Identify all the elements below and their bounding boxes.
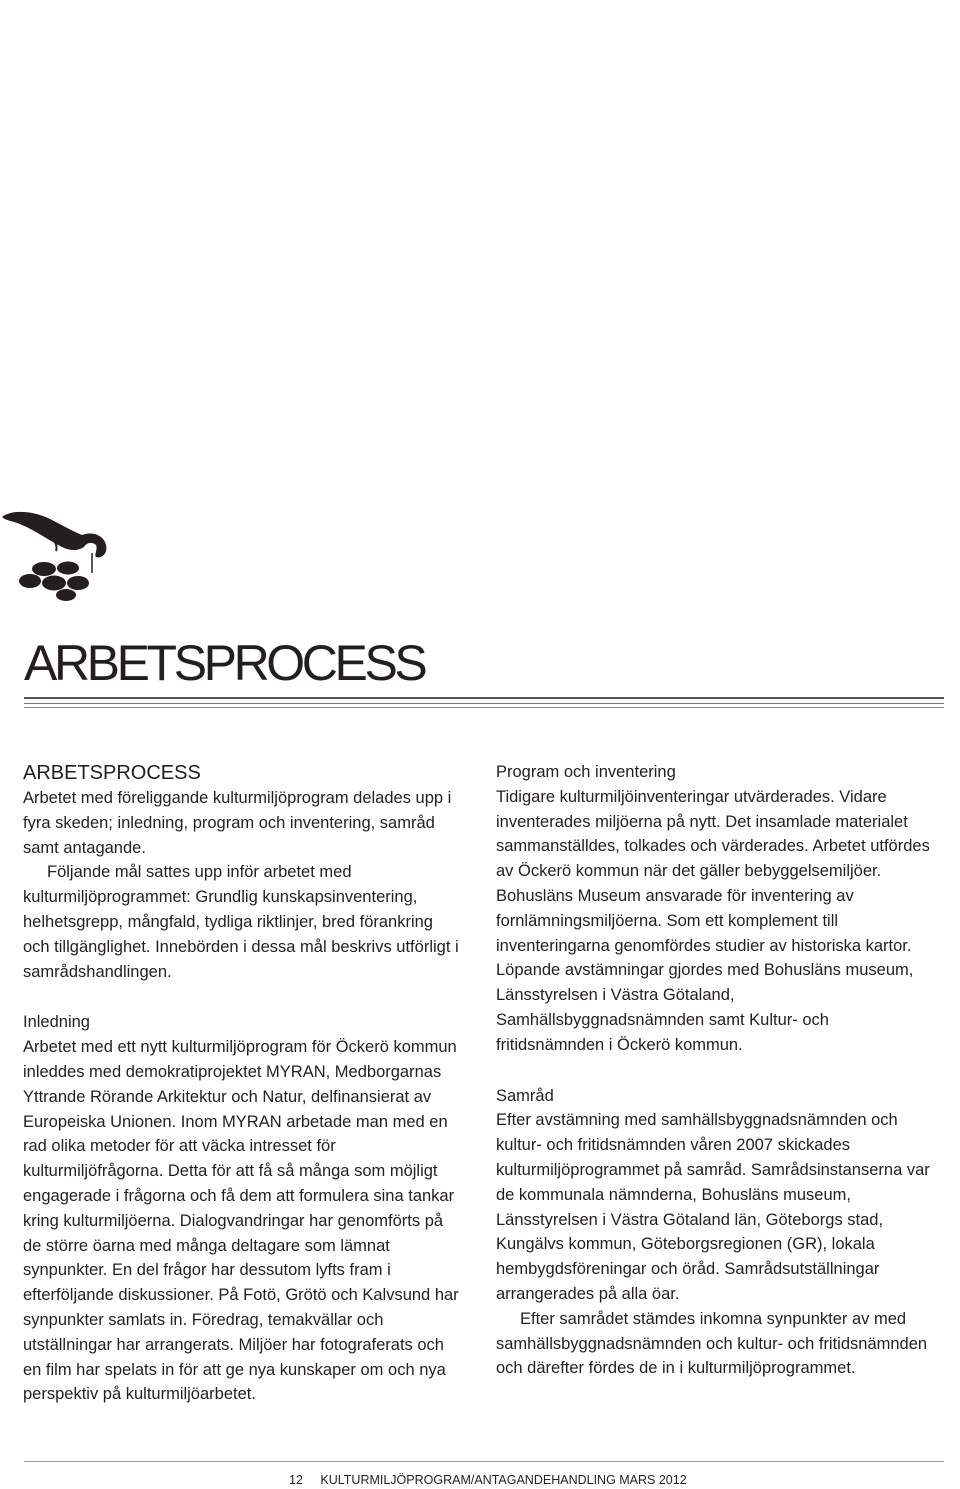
paragraph: Efter samrådet stämdes inkomna synpunkter av med samhällsbyggnadsnämnden och kultur- och fritidsnämnden och därefter fördes de in i kulturmiljöprogrammet. xyxy=(496,1309,928,1378)
paragraph: Efter avstämning med samhällsbyggnadsnämnden och kultur- och fritidsnämnden våren 2007 skickades kulturmiljöprogrammet på samråd. Samrådsinstanserna var de kommunala nämnderna, Bohusläns museum, Länsstyrelsen i Västra Götaland län, Göteborgs stad, Kungälvs kommun, Göteborgsregionen (GR), lokala hembygdsföreningar och öråd. Samrådsutställningar arrangerades på alla öar. xyxy=(496,1111,930,1303)
title-rule-thin xyxy=(24,703,944,704)
left-column xyxy=(23,760,461,1407)
page-footer xyxy=(289,1473,687,1488)
paragraph: Följande mål sattes upp inför arbetet med kulturmiljöprogrammet: Grundlig kunskapsinventering, helhetsgrepp, mångfald, tydliga riktlinjer, bred förankring och tillgänglighet. Innebörden i dessa mål beskrivs utförligt i samrådshandlingen. xyxy=(23,863,459,981)
paragraph: Arbetet med ett nytt kulturmiljöprogram för Öckerö kommun inleddes med demokratiprojektet MYRAN, Medborgarnas Yttrande Rörande Arkitektur och Natur, delfinansierat av Europeiska Unionen. Inom MYRAN arbetade man med en rad olika metoder för att väcka intresset för kulturmiljöfrågorna. Detta för att få så många som möjligt engagerade i frågorna och få dem att formulera sina tankar kring kulturmiljöerna. Dialogvandringar har genomförts på de större öarna med många deltagare som lämnat synpunkter. En del frågor har dessutom lyfts fram i efterföljande diskussioner. På Fotö, Grötö och Kalvsund har synpunkter samlats in. Föredrag, temakvällar och utställningar har arrangerats. Miljöer har fotograferats och en film har spelats in för att ge nya kunskaper om och nya perspektiv på kulturmiljöarbetet. xyxy=(23,1038,459,1404)
paragraph: Arbetet med föreliggande kulturmiljöprogram delades upp i fyra skeden; inledning, program och inventering, samråd samt antagande. xyxy=(23,789,452,857)
footer-rule xyxy=(24,1461,944,1462)
section-heading: Inledning xyxy=(23,1013,90,1032)
bird-with-eggs-logo xyxy=(0,505,112,605)
right-column xyxy=(496,760,934,1381)
paragraph: Tidigare kulturmiljöinventeringar utvärderades. Vidare inventerades miljöerna på nytt. Det insamlade materialet sammanställdes, tolkades och värderades. Arbetet utfördes av Öckerö kommun när det gäller bebyggelsemiljöer. Bohusläns Museum ansvarade för inventering av fornlämningsmiljöerna. Som ett komplement till inventeringarna genomfördes studier av historiska kartor. Löpande avstämningar gjordes med Bohusläns museum, Länsstyrelsen i Västra Götaland, Samhällsbyggnadsnämnden samt Kultur- och fritidsnämnden i Öckerö kommun. xyxy=(496,787,930,1054)
title-rule xyxy=(24,697,944,699)
page-number: 12 xyxy=(289,1473,303,1487)
section-heading: Program och inventering xyxy=(496,763,676,781)
section-heading: ARBETSPROCESS xyxy=(23,762,201,784)
section-heading: Samråd xyxy=(496,1086,554,1105)
chapter-title: ARBETSPROCESS xyxy=(24,635,425,691)
title-rule-thin xyxy=(24,707,944,708)
footer-title: KULTURMILJÖPROGRAM/ANTAGANDEHANDLING MARS 2012 xyxy=(320,1473,687,1487)
